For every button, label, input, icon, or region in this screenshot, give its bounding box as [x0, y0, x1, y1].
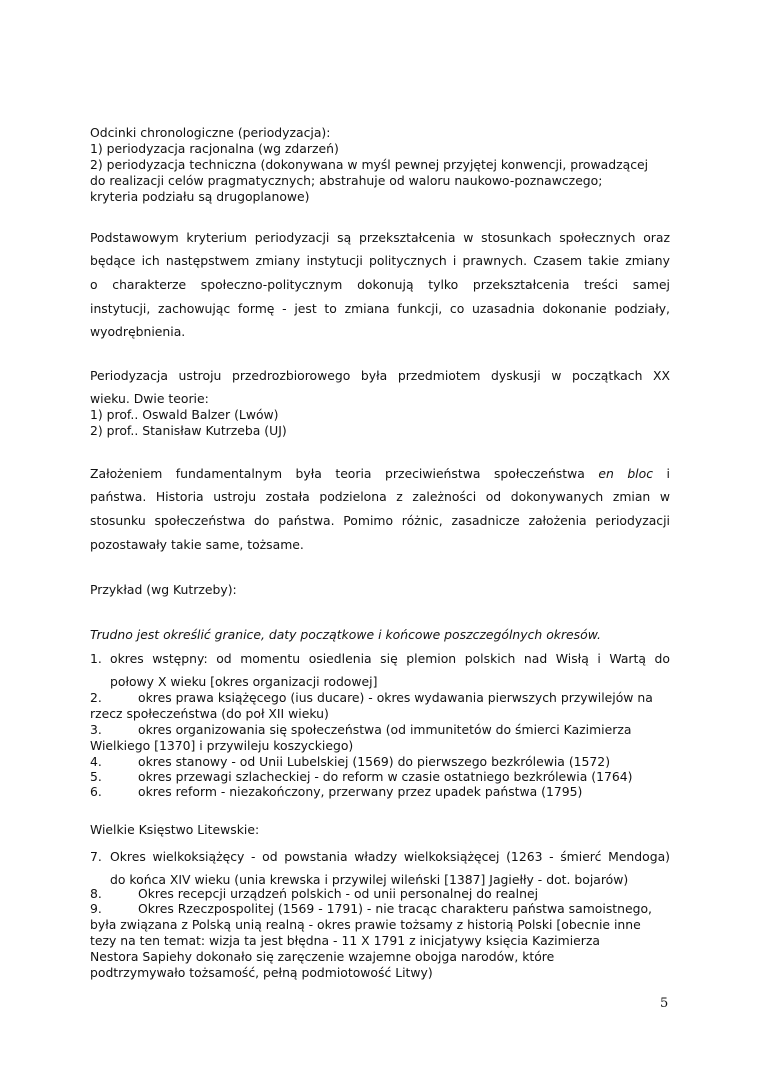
item-text: Okres Rzeczpospolitej (1569 - 1791) - nie tracąc charakteru państwa samoistnego, [138, 901, 652, 916]
paragraph-line: wieku. Dwie teorie: [90, 391, 209, 406]
page-number: 5 [660, 996, 669, 1011]
period-item-continuation: podtrzymywało tożsamość, pełną podmiotowość Litwy) [90, 965, 433, 980]
period-item-continuation: rzecz społeczeństwa (do poł XII wieku) [90, 706, 329, 721]
paragraph-line: instytucji, zachowując formę - jest to zmiana funkcji, co uzasadnia dokonanie podziały, [90, 301, 670, 316]
period-item-continuation: tezy na ten temat: wizja ta jest błędna - 11 X 1791 z inicjatywy księcia Kazimierza [90, 933, 600, 948]
period-item-continuation: była związana z Polską unią realną - okres prawie tożsamy z historią Polski [obecnie inne [90, 917, 641, 932]
item-number: 5. [90, 769, 102, 784]
item-number: 8. [90, 886, 102, 901]
paragraph-line: o charakterze społeczno-politycznym dokonują tylko przekształcenia treści samej [90, 277, 670, 292]
item-number: 6. [90, 784, 102, 799]
list-item-continuation: kryteria podziału są drugoplanowe) [90, 189, 310, 204]
period-item [90, 690, 670, 706]
section-title: Odcinki chronologiczne (periodyzacja): [90, 125, 331, 140]
list-item: 1) periodyzacja racjonalna (wg zdarzeń) [90, 141, 339, 156]
paragraph-line: Periodyzacja ustroju przedrozbiorowego była przedmiotem dyskusji w początkach XX [90, 368, 670, 383]
example-heading: Przykład (wg Kutrzeby): [90, 582, 237, 597]
text: Założeniem fundamentalnym była teoria przeciwieństwa społeczeństwa [90, 466, 585, 481]
list-item: 2) prof.. Stanisław Kutrzeba (UJ) [90, 423, 287, 438]
item-text: okres przewagi szlacheckiej - do reform w czasie ostatniego bezkrólewia (1764) [138, 769, 633, 784]
italic-text: en bloc [598, 466, 654, 481]
paragraph-line: wyodrębnienia. [90, 324, 186, 339]
item-text: okres organizowania się społeczeństwa (od immunitetów do śmierci Kazimierza [138, 722, 632, 737]
item-text: okres prawa książęcego (ius ducare) - okres wydawania pierwszych przywilejów na [138, 690, 653, 705]
period-item-number: 1. [90, 651, 102, 666]
period-item [90, 722, 670, 738]
period-item [90, 784, 670, 800]
paragraph-line: stosunku społeczeństwa do państwa. Pomimo różnic, zasadnicze założenia periodyzacji [90, 513, 670, 528]
paragraph-line: będące ich następstwem zmiany instytucji politycznych i prawnych. Czasem takie zmiany [90, 253, 670, 268]
item-number: 9. [90, 901, 102, 916]
period-item [90, 769, 670, 785]
item-number: 4. [90, 754, 102, 769]
paragraph-line: Podstawowym kryterium periodyzacji są przekształcenia w stosunkach społecznych oraz [90, 230, 670, 245]
item-number: 3. [90, 722, 102, 737]
period-item [90, 901, 670, 917]
list-item: 2) periodyzacja techniczna (dokonywana w myśl pewnej przyjętej konwencji, prowadzącej [90, 157, 649, 172]
paragraph-line: państwa. Historia ustroju została podzielona z zależności od dokonywanych zmian w [90, 489, 670, 504]
period-item [90, 886, 670, 902]
paragraph-line: pozostawały takie same, tożsame. [90, 537, 304, 552]
item-text: okres stanowy - od Unii Lubelskiej (1569) do pierwszego bezkrólewia (1572) [138, 754, 611, 769]
period-item-number: 7. [90, 849, 102, 864]
period-item-text: do końca XIV wieku (unia krewska i przywilej wileński [1387] Jagiełły - dot. bojarów) [110, 872, 629, 887]
paragraph-line [90, 466, 670, 482]
period-item-text: Okres wielkoksiążęcy - od powstania władzy wielkoksiążęcej (1263 - śmierć Mendoga) [110, 849, 670, 864]
item-text: Okres recepcji urządzeń polskich - od unii personalnej do realnej [138, 886, 539, 901]
period-item-text: okres wstępny: od momentu osiedlenia się plemion polskich nad Wisłą i Wartą do [110, 651, 670, 666]
period-item-continuation: Nestora Sapiehy dokonało się zaręczenie wzajemne obojga narodów, które [90, 949, 555, 964]
period-item-continuation: Wielkiego [1370] i przywileju koszyckiego) [90, 738, 354, 753]
lithuania-heading: Wielkie Księstwo Litewskie: [90, 822, 260, 837]
period-item-text: połowy X wieku [okres organizacji rodowej] [110, 674, 378, 689]
list-item: 1) prof.. Oswald Balzer (Lwów) [90, 407, 279, 422]
example-note: Trudno jest określić granice, daty początkowe i końcowe poszczególnych okresów. [90, 627, 601, 642]
item-number: 2. [90, 690, 102, 705]
period-item [90, 754, 670, 770]
item-text: okres reform - niezakończony, przerwany przez upadek państwa (1795) [138, 784, 583, 799]
text: i [666, 466, 670, 481]
list-item-continuation: do realizacji celów pragmatycznych; abstrahuje od waloru naukowo-poznawczego; [90, 173, 603, 188]
